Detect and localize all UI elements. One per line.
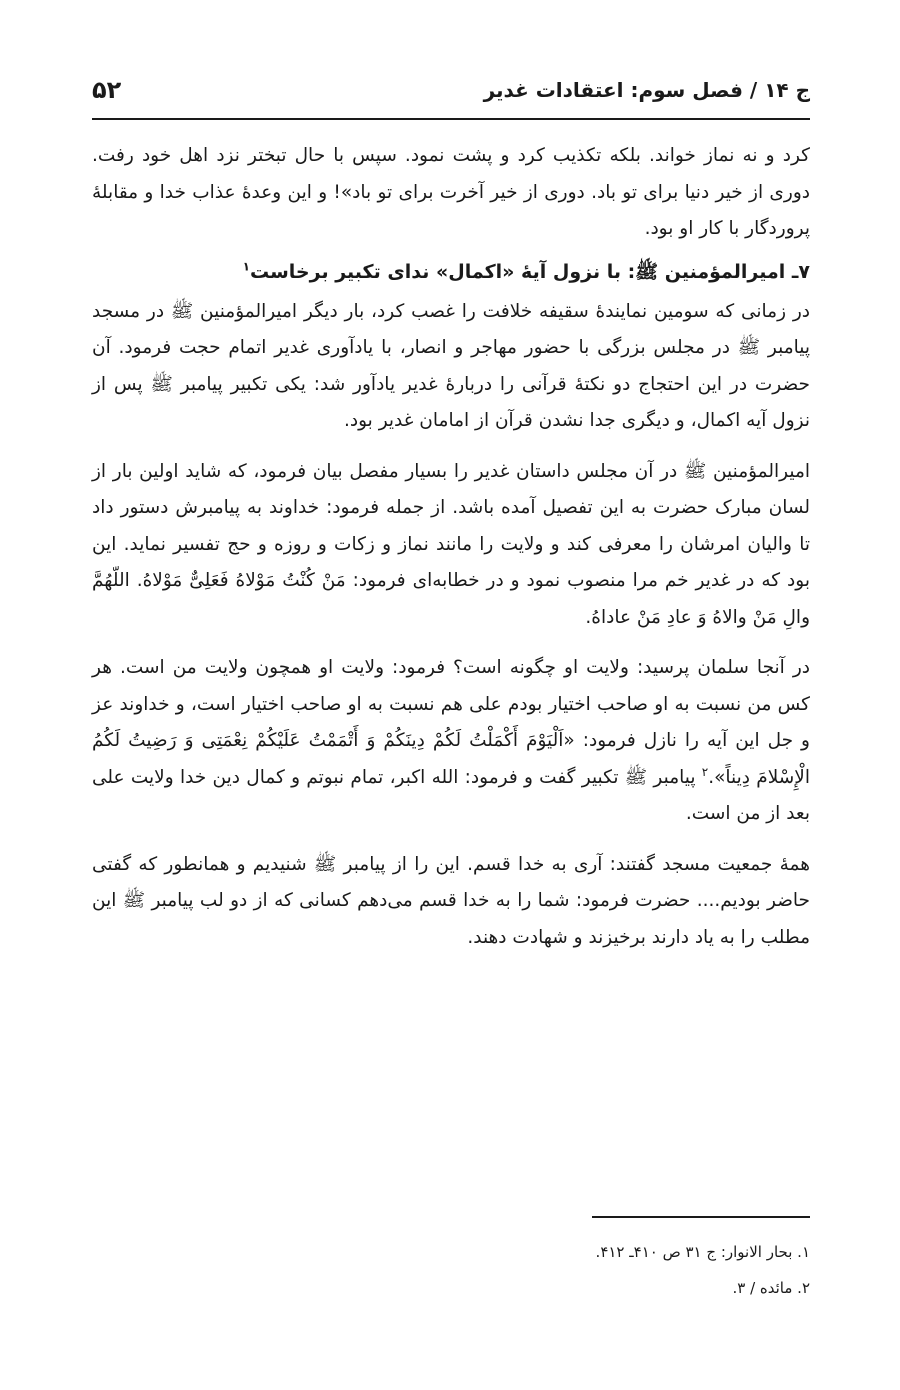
section-heading — [92, 254, 810, 290]
paragraph-5: همهٔ جمعیت مسجد گفتند: آری به خدا قسم. این را از پیامبر ﷺ شنیدیم و همانطور که گفتی حاضر بودیم.... حضرت فرمود: شما را به خدا قسم می‌دهم کسانی که از دو لب پیامبر ﷺ این مطلب را به یاد دارند برخیزند و شهادت دهند. — [92, 853, 810, 948]
page-body — [92, 138, 810, 956]
paragraph-2: در زمانی که سومین نمایندهٔ سقیفه خلافت را غصب کرد، بار دیگر امیرالمؤمنین ﷺ در مسجد پیامبر ﷺ در مجلس بزرگی با حضور مهاجر و انصار، با یادآوری غدیر اتمام حجت فرمود. آن حضرت در این احتجاج دو نکتهٔ قرآنی را دربارهٔ غدیر یادآور شد: یکی تکبیر پیامبر ﷺ پس از نزول آیه اکمال، و دیگری جدا نشدن قرآن از امامان غدیر بود. — [92, 300, 810, 431]
footnote-ref-2: ۲ — [701, 764, 709, 779]
footnote-divider — [592, 1216, 810, 1218]
running-title: ج ۱۴ / فصل سوم: اعتقادات غدیر — [483, 78, 810, 102]
page-header — [92, 70, 810, 110]
header-divider — [92, 118, 810, 120]
paragraph-4-text-c: پیامبر ﷺ تکبیر گفت و فرمود: الله اکبر، تمام نبوتم و کمال دین خدا ولایت علی بعد از من است. — [92, 766, 810, 824]
paragraph-4-text-a: در آنجا سلمان پرسید: ولایت او چگونه است؟ فرمود: ولایت او همچون ولایت من است. هر کس من نسبت به او صاحب اختیار بودم علی هم نسبت به او صاحب اختیار است، و خداوند عز و جل این آیه را نازل فرمود: « — [92, 657, 810, 751]
page-number: ۵۲ — [92, 76, 122, 104]
book-page — [92, 0, 810, 1390]
footnote-2: ۲. مائده / ۳. — [732, 1279, 810, 1297]
footnote-1: ۱. بحار الانوار: ج ۳۱ ص ۴۱۰ـ ۴۱۲. — [595, 1243, 810, 1261]
paragraph-3: امیرالمؤمنین ﷺ در آن مجلس داستان غدیر را بسیار مفصل بیان فرمود، که شاید اولین بار از لسان مبارک حضرت به این تفصیل آمده باشد. از جمله فرمود: خداوند به پیامبرش دستور داد تا والیان امرشان را معرفی کند و ولایت را مانند نماز و زکات و روزه و حج تفسیر نماید. این بود که در غدیر خم مرا منصوب نمود و در خطابه‌ای فرمود: مَنْ کُنْتُ مَوْلاهُ فَعَلِیٌّ مَوْلاهُ. اللّهُمَّ والِ مَنْ والاهُ وَ عادِ مَنْ عاداهُ. — [92, 460, 810, 628]
paragraph-4-text-b: ». — [708, 766, 726, 788]
footnote-ref-1: ۱ — [242, 259, 250, 274]
quran-verse: اَلْیَوْمَ أَکْمَلْتُ لَکُمْ دِینَکُمْ وَ أَتْمَمْتُ عَلَیْکُمْ نِعْمَتِی وَ رَضِیتُ لَکُمُ الْإِسْلامَ دِیناً — [92, 730, 810, 788]
paragraph-1: کرد و نه نماز خواند. بلکه تکذیب کرد و پشت نمود. سپس با حال تبختر نزد اهل خود رفت. دوری از خیر دنیا برای تو باد. دوری از خیر آخرت برای تو باد»! و این وعدهٔ عذاب خدا و مقابلهٔ پروردگار با کار او بود. — [92, 145, 810, 239]
footnotes — [92, 1234, 810, 1306]
paragraph-4 — [92, 650, 810, 833]
section-heading-text: ۷ـ امیرالمؤمنین ﷺ: با نزول آیهٔ «اکمال» ندای تکبیر برخاست — [250, 260, 810, 283]
